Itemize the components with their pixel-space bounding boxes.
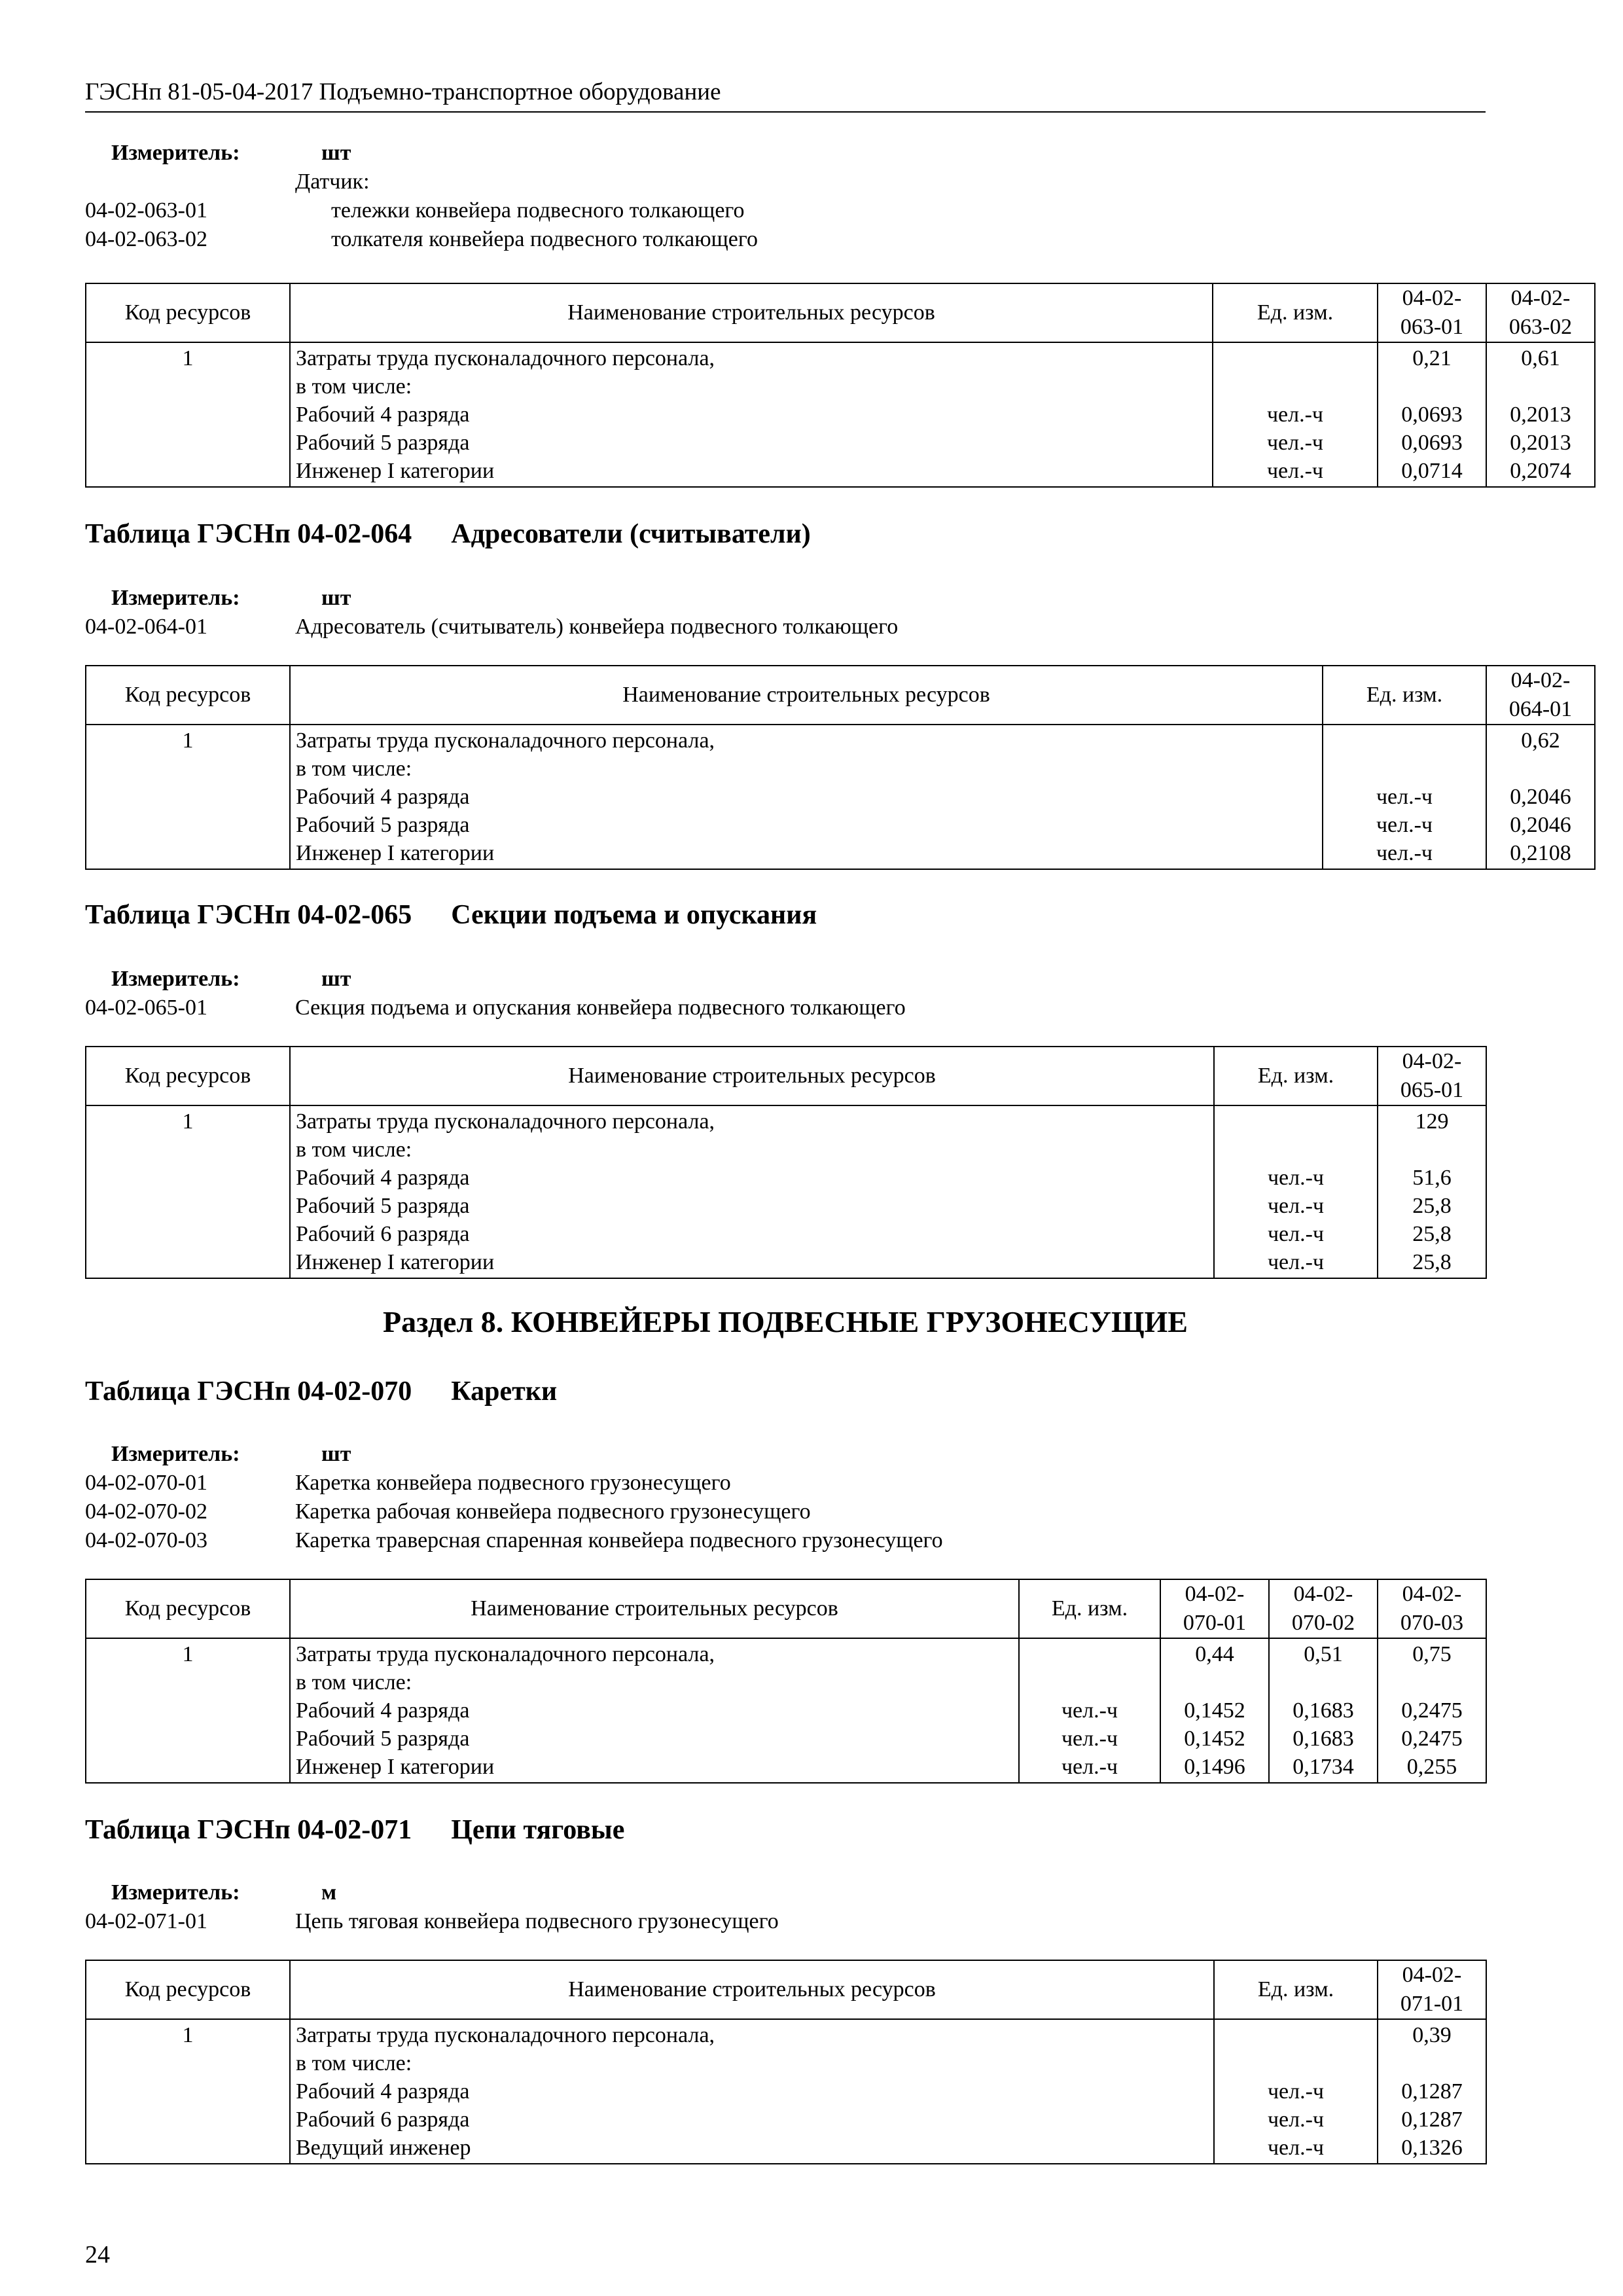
measure-unit: м	[321, 1880, 337, 1905]
header-name: Наименование строительных ресурсов	[290, 1960, 1214, 2019]
header-name: Наименование строительных ресурсов	[290, 1047, 1214, 1105]
header-name: Наименование строительных ресурсов	[290, 666, 1323, 725]
resource-units: чел.-ч чел.-ч чел.-ч	[1323, 725, 1486, 869]
measure-label: Измеритель:	[111, 1880, 240, 1905]
header-unit: Ед. изм.	[1323, 666, 1486, 725]
measure-block-064	[85, 584, 1486, 641]
header-rate-col: 04-02- 064-01	[1486, 666, 1595, 725]
measure-block-063	[85, 139, 1486, 254]
header-code: Код ресурсов	[86, 666, 290, 725]
measure-unit: шт	[321, 967, 351, 991]
resource-units: чел.-ч чел.-ч чел.-ч	[1214, 2019, 1378, 2164]
header-code: Код ресурсов	[86, 1960, 290, 2019]
item-code: 04-02-070-03	[85, 1528, 207, 1552]
item-code: 04-02-071-01	[85, 1909, 207, 1933]
measure-block-065	[85, 965, 1486, 1022]
table-title-065: Таблица ГЭСНп 04-02-065 Секции подъема и опускания	[85, 900, 817, 930]
resource-units: чел.-ч чел.-ч чел.-ч	[1213, 342, 1378, 487]
measure-label: Измеритель:	[111, 586, 240, 610]
resource-table-064	[85, 665, 1573, 870]
resource-units: чел.-ч чел.-ч чел.-ч	[1019, 1638, 1160, 1783]
rate-values: 129 51,6 25,8 25,8 25,8	[1378, 1105, 1486, 1278]
resource-table-063	[85, 283, 1573, 488]
table-title-064: Таблица ГЭСНп 04-02-064 Адресователи (считыватели)	[85, 519, 811, 549]
measure-block-071	[85, 1878, 1486, 1936]
item-code: 04-02-070-01	[85, 1471, 207, 1495]
header-rate-col: 04-02- 063-02	[1486, 283, 1595, 342]
item-code: 04-02-063-01	[85, 198, 207, 223]
resource-code: 1	[86, 342, 290, 487]
rate-values: 0,39 0,1287 0,1287 0,1326	[1378, 2019, 1486, 2164]
item-text: Каретка рабочая конвейера подвесного грузонесущего	[295, 1499, 811, 1524]
rate-values: 0,44 0,1452 0,1452 0,1496	[1160, 1638, 1269, 1783]
header-rate-col: 04-02- 070-02	[1269, 1579, 1378, 1638]
rate-values: 0,21 0,0693 0,0693 0,0714	[1378, 342, 1486, 487]
item-text: Адресователь (считыватель) конвейера подвесного толкающего	[295, 615, 899, 639]
header-unit: Ед. изм.	[1214, 1047, 1378, 1105]
resource-names: Затраты труда пусконаладочного персонала, в том числе: Рабочий 4 разряда Рабочий 6 разряда Ведущий инженер	[290, 2019, 1214, 2164]
rate-values: 0,75 0,2475 0,2475 0,255	[1378, 1638, 1486, 1783]
measure-block-070	[85, 1440, 1486, 1555]
resource-names: Затраты труда пусконаладочного персонала, в том числе: Рабочий 4 разряда Рабочий 5 разряда Инженер I категории	[290, 342, 1213, 487]
measure-unit: шт	[321, 586, 351, 610]
header-rate-col: 04-02- 071-01	[1378, 1960, 1486, 2019]
measure-label: Измеритель:	[111, 1442, 240, 1466]
header-rate-col: 04-02- 070-01	[1160, 1579, 1269, 1638]
item-text: Секция подъема и опускания конвейера подвесного толкающего	[295, 996, 906, 1020]
resource-code: 1	[86, 1105, 290, 1278]
measure-label: Измеритель:	[111, 141, 240, 165]
table-title-070: Таблица ГЭСНп 04-02-070 Каретки	[85, 1376, 558, 1407]
section-heading: Раздел 8. КОНВЕЙЕРЫ ПОДВЕСНЫЕ ГРУЗОНЕСУЩИЕ	[383, 1305, 1188, 1338]
resource-table-070	[85, 1579, 1486, 1784]
table-title-071: Таблица ГЭСНп 04-02-071 Цепи тяговые	[85, 1815, 625, 1845]
resource-units: чел.-ч чел.-ч чел.-ч чел.-ч	[1214, 1105, 1378, 1278]
header-rate-col: 04-02- 063-01	[1378, 283, 1486, 342]
header-code: Код ресурсов	[86, 283, 290, 342]
item-text: Каретка конвейера подвесного грузонесущего	[295, 1471, 731, 1495]
table-row	[86, 2019, 1486, 2164]
resource-table-065	[85, 1046, 1486, 1279]
header-code: Код ресурсов	[86, 1047, 290, 1105]
header-name: Наименование строительных ресурсов	[290, 1579, 1019, 1638]
header-unit: Ед. изм.	[1019, 1579, 1160, 1638]
resource-code: 1	[86, 1638, 290, 1783]
document-page	[85, 0, 1573, 2296]
header-name: Наименование строительных ресурсов	[290, 283, 1213, 342]
item-text: Цепь тяговая конвейера подвесного грузонесущего	[295, 1909, 779, 1933]
table-row	[86, 725, 1595, 869]
table-row	[86, 1105, 1486, 1278]
header-unit: Ед. изм.	[1214, 1960, 1378, 2019]
header-rate-col: 04-02- 065-01	[1378, 1047, 1486, 1105]
item-code: 04-02-065-01	[85, 996, 207, 1020]
resource-names: Затраты труда пусконаладочного персонала, в том числе: Рабочий 4 разряда Рабочий 5 разряда Рабочий 6 разряда Инженер I категории	[290, 1105, 1214, 1278]
rate-values: 0,51 0,1683 0,1683 0,1734	[1269, 1638, 1378, 1783]
rate-values: 0,62 0,2046 0,2046 0,2108	[1486, 725, 1595, 869]
item-text: тележки конвейера подвесного толкающего	[331, 198, 745, 223]
header-unit: Ед. изм.	[1213, 283, 1378, 342]
measure-label: Измеритель:	[111, 967, 240, 991]
header-code: Код ресурсов	[86, 1579, 290, 1638]
item-code: 04-02-064-01	[85, 615, 207, 639]
item-text: Каретка траверсная спаренная конвейера подвесного грузонесущего	[295, 1528, 943, 1552]
resource-names: Затраты труда пусконаладочного персонала, в том числе: Рабочий 4 разряда Рабочий 5 разряда Инженер I категории	[290, 725, 1323, 869]
page-number: 24	[85, 2241, 110, 2269]
resource-code: 1	[86, 725, 290, 869]
item-group-label: Датчик:	[295, 170, 370, 194]
resource-table-071	[85, 1960, 1486, 2164]
measure-unit: шт	[321, 141, 351, 165]
item-code: 04-02-063-02	[85, 227, 207, 251]
resource-names: Затраты труда пусконаладочного персонала, в том числе: Рабочий 4 разряда Рабочий 5 разряда Инженер I категории	[290, 1638, 1019, 1783]
rate-values: 0,61 0,2013 0,2013 0,2074	[1486, 342, 1595, 487]
measure-unit: шт	[321, 1442, 351, 1466]
running-header: ГЭСНп 81-05-04-2017 Подъемно-транспортное оборудование	[85, 73, 1486, 113]
table-row	[86, 342, 1595, 487]
resource-code: 1	[86, 2019, 290, 2164]
item-code: 04-02-070-02	[85, 1499, 207, 1524]
header-rate-col: 04-02- 070-03	[1378, 1579, 1486, 1638]
table-row	[86, 1638, 1486, 1783]
item-text: толкателя конвейера подвесного толкающего	[331, 227, 758, 251]
